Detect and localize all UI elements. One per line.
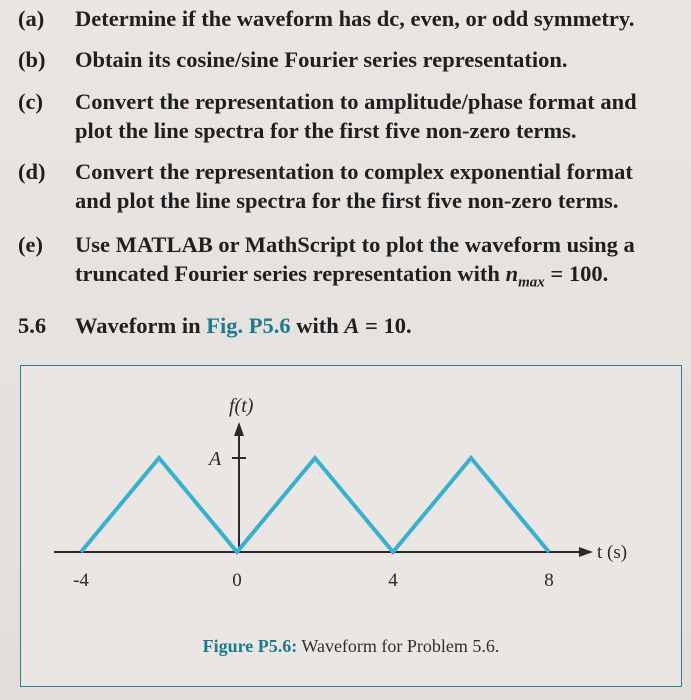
part-text-line1: Convert the representation to amplitude/phase format and [75, 89, 637, 114]
problem-text [75, 311, 412, 340]
part-label: (b) [18, 47, 46, 72]
max-subscript: max [518, 274, 545, 291]
part-text-line1: Use MATLAB or MathScript to plot the waveform using a [75, 232, 635, 257]
x-axis-label: t (s) [597, 542, 628, 563]
part-text-line2-pre: truncated Fourier series representation with [75, 261, 506, 286]
y-axis-label: f(t) [229, 395, 254, 417]
f-axis-arrowhead [234, 422, 244, 436]
figure-reference: Fig. P5.6 [206, 313, 291, 338]
part-text: Obtain its cosine/sine Fourier series representation. [75, 47, 568, 72]
part-text [75, 157, 683, 215]
part-text: Determine if the waveform has dc, even, or odd symmetry. [75, 6, 635, 31]
part-text [75, 230, 683, 298]
x-tick-label: 8 [544, 570, 554, 591]
part-text-line2: and plot the line spectra for the first five non-zero terms. [75, 188, 619, 213]
x-tick-label: -4 [73, 570, 89, 591]
amplitude-label: A [209, 448, 222, 470]
part-label: (d) [18, 159, 46, 184]
caption-text: Waveform for Problem 5.6. [297, 636, 500, 656]
problem-text-post: with [290, 313, 345, 338]
amplitude-variable: A [344, 313, 360, 338]
x-tick-label: 0 [232, 570, 242, 591]
n-variable: n [505, 261, 519, 286]
part-label: (a) [18, 6, 45, 31]
figure-caption [21, 636, 681, 657]
part-text-line2: plot the line spectra for the first five non-zero terms. [75, 118, 577, 143]
figure-p5-6 [20, 365, 682, 687]
problem-equation: = 10. [359, 313, 412, 338]
problem-text-pre: Waveform in [75, 313, 207, 338]
part-text-line2-post: = 100. [544, 261, 609, 286]
part-label: (c) [18, 89, 43, 114]
waveform-line [81, 458, 549, 552]
part-label: (e) [18, 232, 43, 257]
x-tick-label: 4 [388, 570, 398, 591]
caption-label: Figure P5.6: [202, 636, 298, 656]
part-text-line2 [75, 259, 683, 298]
problem-number: 5.6 [18, 313, 47, 338]
part-text-line1: Convert the representation to complex exponential format [75, 159, 633, 184]
x-tick-labels [73, 570, 554, 591]
part-text [75, 87, 683, 145]
t-axis-arrowhead [579, 547, 593, 557]
waveform-plot [21, 366, 680, 626]
